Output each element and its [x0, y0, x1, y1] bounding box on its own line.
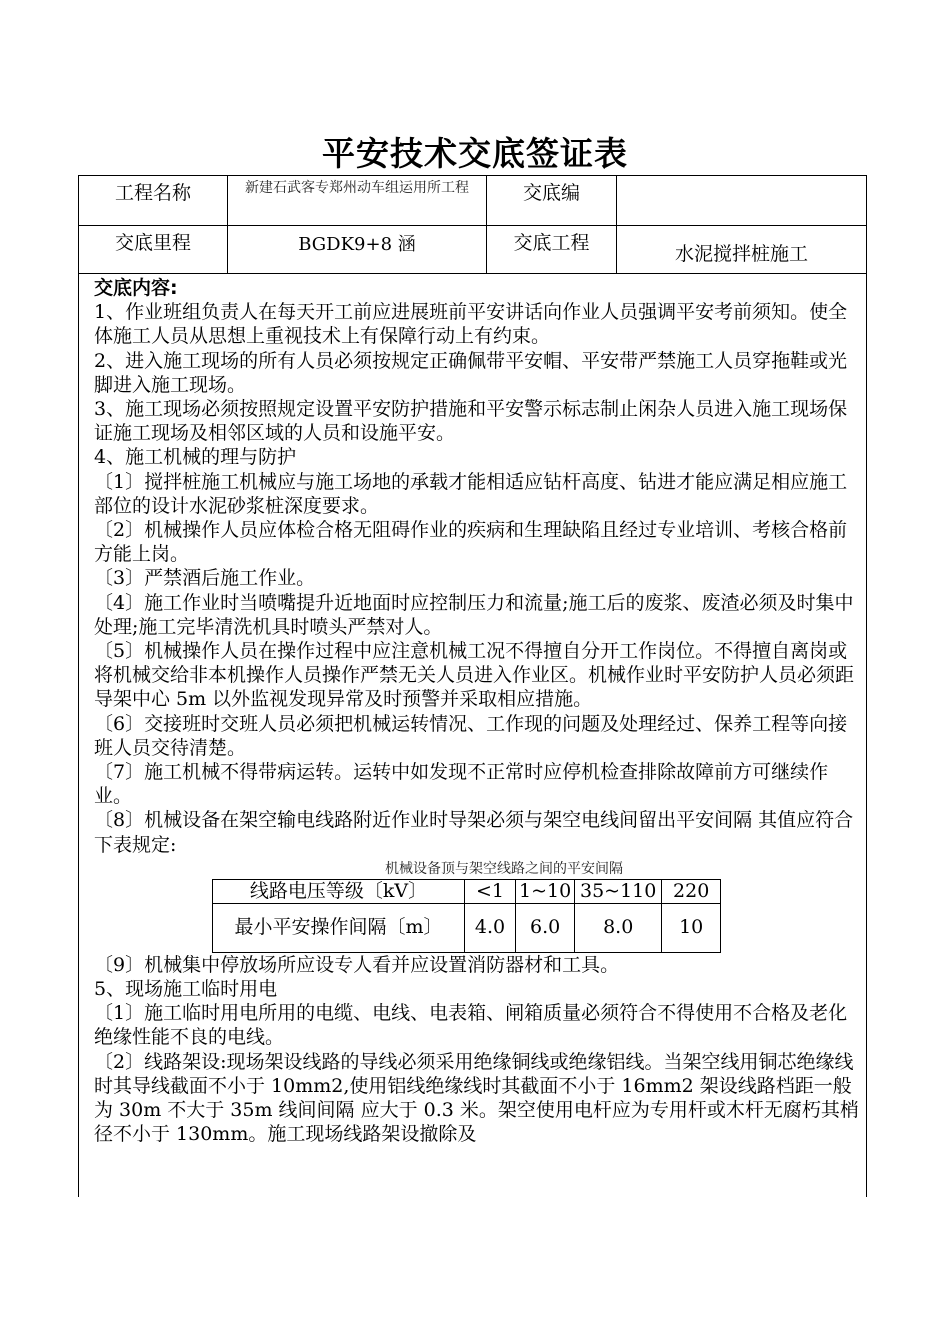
paragraph: 1、作业班组负责人在每天开工前应进展班前平安讲话向作业人员强调平安考前须知。使全体施工人员从思想上重视技术上有保障行动上有约束。 [94, 301, 848, 348]
table-cell: 10 [662, 903, 721, 952]
mileage-value: BGDK9+8 涵 [228, 226, 487, 273]
paragraph: 〔8〕机械设备在架空输电线路附近作业时导架必须与架空电线间留出平安间隔 其值应符合下表规定: [94, 809, 854, 856]
form-table [78, 175, 867, 1197]
paragraph: 〔1〕施工临时用电所用的电缆、电线、电表箱、闸箱质量必须符合不得使用不合格及老化绝缘性能不良的电线。 [94, 1002, 848, 1049]
table-cell: 1~10 [516, 879, 575, 903]
clearance-table [212, 879, 721, 953]
paragraph: 〔6〕交接班时交班人员必须把机械运转情况、工作现的问题及处理经过、保养工程等向接班人员交待清楚。 [94, 712, 848, 759]
header-row-mileage [79, 226, 866, 274]
table-row [213, 903, 721, 952]
content-heading: 交底内容: [94, 277, 178, 299]
paragraph: 〔3〕严禁酒后施工作业。 [94, 567, 316, 590]
table-caption: 机械设备顶与架空线路之间的平安间隔 [385, 860, 623, 877]
table-cell: 6.0 [516, 903, 575, 952]
page-title: 平安技术交底签证表 [322, 134, 628, 173]
voltage-label-cell: 线路电压等级〔kV〕 [213, 879, 465, 903]
project-name-label: 工程名称 [79, 176, 228, 225]
table-cell: 35~110 [575, 879, 662, 903]
work-item-value: 水泥搅拌桩施工 [674, 243, 808, 265]
disclosure-content [94, 276, 864, 1147]
paragraph: 〔2〕线路架设:现场架设线路的导线必须采用绝缘铜线或绝缘铝线。当架空线用铜芯绝缘线时其导线截面不小于 10mm2,使用铝线绝缘线时其截面不小于 16mm2 架设线路档距一般为 30m 不大于 35m 线间间隔 应大于 0.3 米。架空使用电杆应为专用杆或木杆无腐朽其梢径不小于 130mm。施工现场线路架设撤除及 [94, 1050, 859, 1146]
header-row-project [79, 176, 866, 226]
paragraph: 3、施工现场必须按照规定设置平安防护措施和平安警示标志制止闲杂人员进入施工现场保证施工现场及相邻区域的人员和设施平安。 [94, 398, 848, 445]
paragraph: 5、现场施工临时用电 [94, 978, 278, 1001]
project-name-value: 新建石武客专郑州动车组运用所工程 [228, 176, 487, 225]
paragraph: 〔2〕机械操作人员应体检合格无阻碍作业的疾病和生理缺陷且经过专业培训、考核合格前方能上岗。 [94, 519, 848, 566]
paragraph: 〔9〕机械集中停放场所应设专人看并应设置消防器材和工具。 [94, 953, 620, 976]
table-row [213, 879, 721, 903]
table-cell: 4.0 [465, 903, 516, 952]
table-cell: 8.0 [575, 903, 662, 952]
work-item-label: 交底工程 [487, 226, 617, 273]
paragraph: 2、进入施工现场的所有人员必须按规定正确佩带平安帽、平安带严禁施工人员穿拖鞋或光脚进入施工现场。 [94, 349, 848, 396]
paragraph: 〔4〕施工作业时当喷嘴提升近地面时应控制压力和流量;施工后的废浆、废渣必须及时集中处理;施工完毕清洗机具时喷头严禁对人。 [94, 591, 854, 638]
paragraph: 〔5〕机械操作人员在操作过程中应注意机械工况不得擅自分开工作岗位。不得擅自离岗或将机械交给非本机操作人员操作严禁无关人员进入作业区。机械作业时平安防护人员必须距导架中心 5m 以外监视发现异常及时预警并采取相应措施。 [94, 640, 855, 711]
mileage-label: 交底里程 [79, 226, 228, 273]
distance-label-cell: 最小平安操作间隔〔m〕 [213, 903, 465, 952]
disclosure-number-label: 交底编 [487, 176, 617, 225]
paragraph: 〔1〕搅拌桩施工机械应与施工场地的承载才能相适应钻杆高度、钻进才能应满足相应施工部位的设计水泥砂浆桩深度要求。 [94, 470, 848, 517]
disclosure-number-value [617, 176, 866, 225]
table-cell: 220 [662, 879, 721, 903]
paragraph: 4、施工机械的理与防护 [94, 446, 297, 469]
paragraph: 〔7〕施工机械不得带病运转。运转中如发现不正常时应停机检查排除故障前方可继续作业。 [94, 761, 829, 808]
table-cell: <1 [465, 879, 516, 903]
